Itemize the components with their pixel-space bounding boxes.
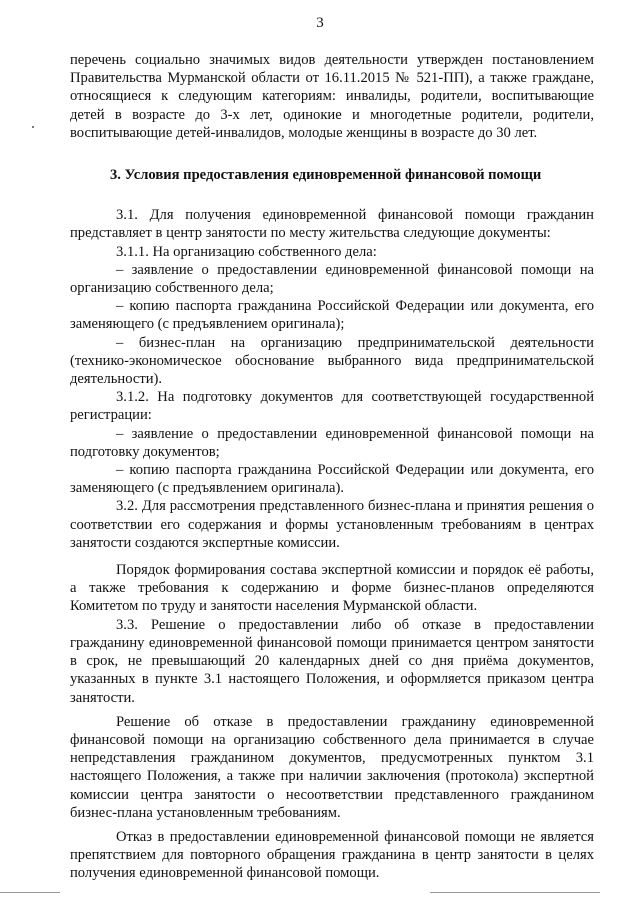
list-item: – копию паспорта гражданина Российской Федерации или документа, его заменяющего (с предъявлением оригинала). xyxy=(70,462,594,497)
document-body xyxy=(70,51,594,883)
page-number: 3 xyxy=(316,15,324,31)
intro-paragraph: перечень социально значимых видов деятельности утвержден постановлением Правительства Мурманской области от 16.11.2015 № 521-ПП), а также граждане, относящиеся к следующим категориям: инвалиды, родители, воспитывающие детей в возрасте до 3-х лет, одинокие и многодетные родители, родители, воспитывающие детей-инвалидов, молодые женщины в возрасте до 30 лет. xyxy=(70,52,594,141)
scan-mark xyxy=(32,126,34,128)
footer-line-right xyxy=(430,892,600,893)
paragraph-refusal-decision: Решение об отказе в предоставлении гражданину единовременной финансовой помощи на организацию собственного дела принимается в случае непредставления гражданином документов, предусмотренных пунктом 3.1 настоящего Положения, а также при наличии заключения (протокола) экспертной комиссии центра занятости о несоответствии представленного гражданином бизнес-плана установленным требованиям. xyxy=(70,713,594,821)
list-item: – копию паспорта гражданина Российской Федерации или документа, его заменяющего (с предъявлением оригинала); xyxy=(70,298,594,333)
paragraph-3-3: 3.3. Решение о предоставлении либо об отказе в предоставлении гражданину единовременной финансовой помощи принимается центром занятости в срок, не превышающий 20 календарных дней со дня приёма документов, указанных в пункте 3.1 настоящего Положения, и оформляется приказом центра занятости. xyxy=(70,616,594,706)
paragraph-expert-commission: Порядок формирования состава экспертной комиссии и порядок её работы, а также требования к содержанию и форме бизнес-планов определяются Комитетом по труду и занятости населения Мурманской области. xyxy=(70,562,594,615)
list-item: – бизнес-план на организацию предпринимательской деятельности (технико-экономическое обоснование выбранного вида предпринимательской деятельности). xyxy=(70,334,594,388)
footer-line-left xyxy=(0,892,60,893)
paragraph-3-1-2: 3.1.2. На подготовку документов для соответствующей государственной регистрации: xyxy=(70,389,594,424)
paragraph-3-1: 3.1. Для получения единовременной финансовой помощи гражданин представляет в центр занятости по месту жительства следующие документы: xyxy=(70,207,594,242)
paragraph-3-1-1: 3.1.1. На организацию собственного дела: xyxy=(116,243,377,260)
paragraph-3-2: 3.2. Для рассмотрения представленного бизнес-плана и принятия решения о соответствии его содержания и формы установленным требованиям в центрах занятости создаются экспертные комиссии. xyxy=(70,498,594,551)
list-item: – заявление о предоставлении единовременной финансовой помощи на организацию собственного дела; xyxy=(70,261,594,297)
list-item: – заявление о предоставлении единовременной финансовой помощи на подготовку документов; xyxy=(70,425,594,460)
section-title: 3. Условия предоставления единовременной финансовой помощи xyxy=(110,167,542,184)
paragraph-refusal-note: Отказ в предоставлении единовременной финансовой помощи не является препятствием для повторного обращения гражданина в центр занятости в целях получения единовременной финансовой помощи. xyxy=(70,828,594,882)
